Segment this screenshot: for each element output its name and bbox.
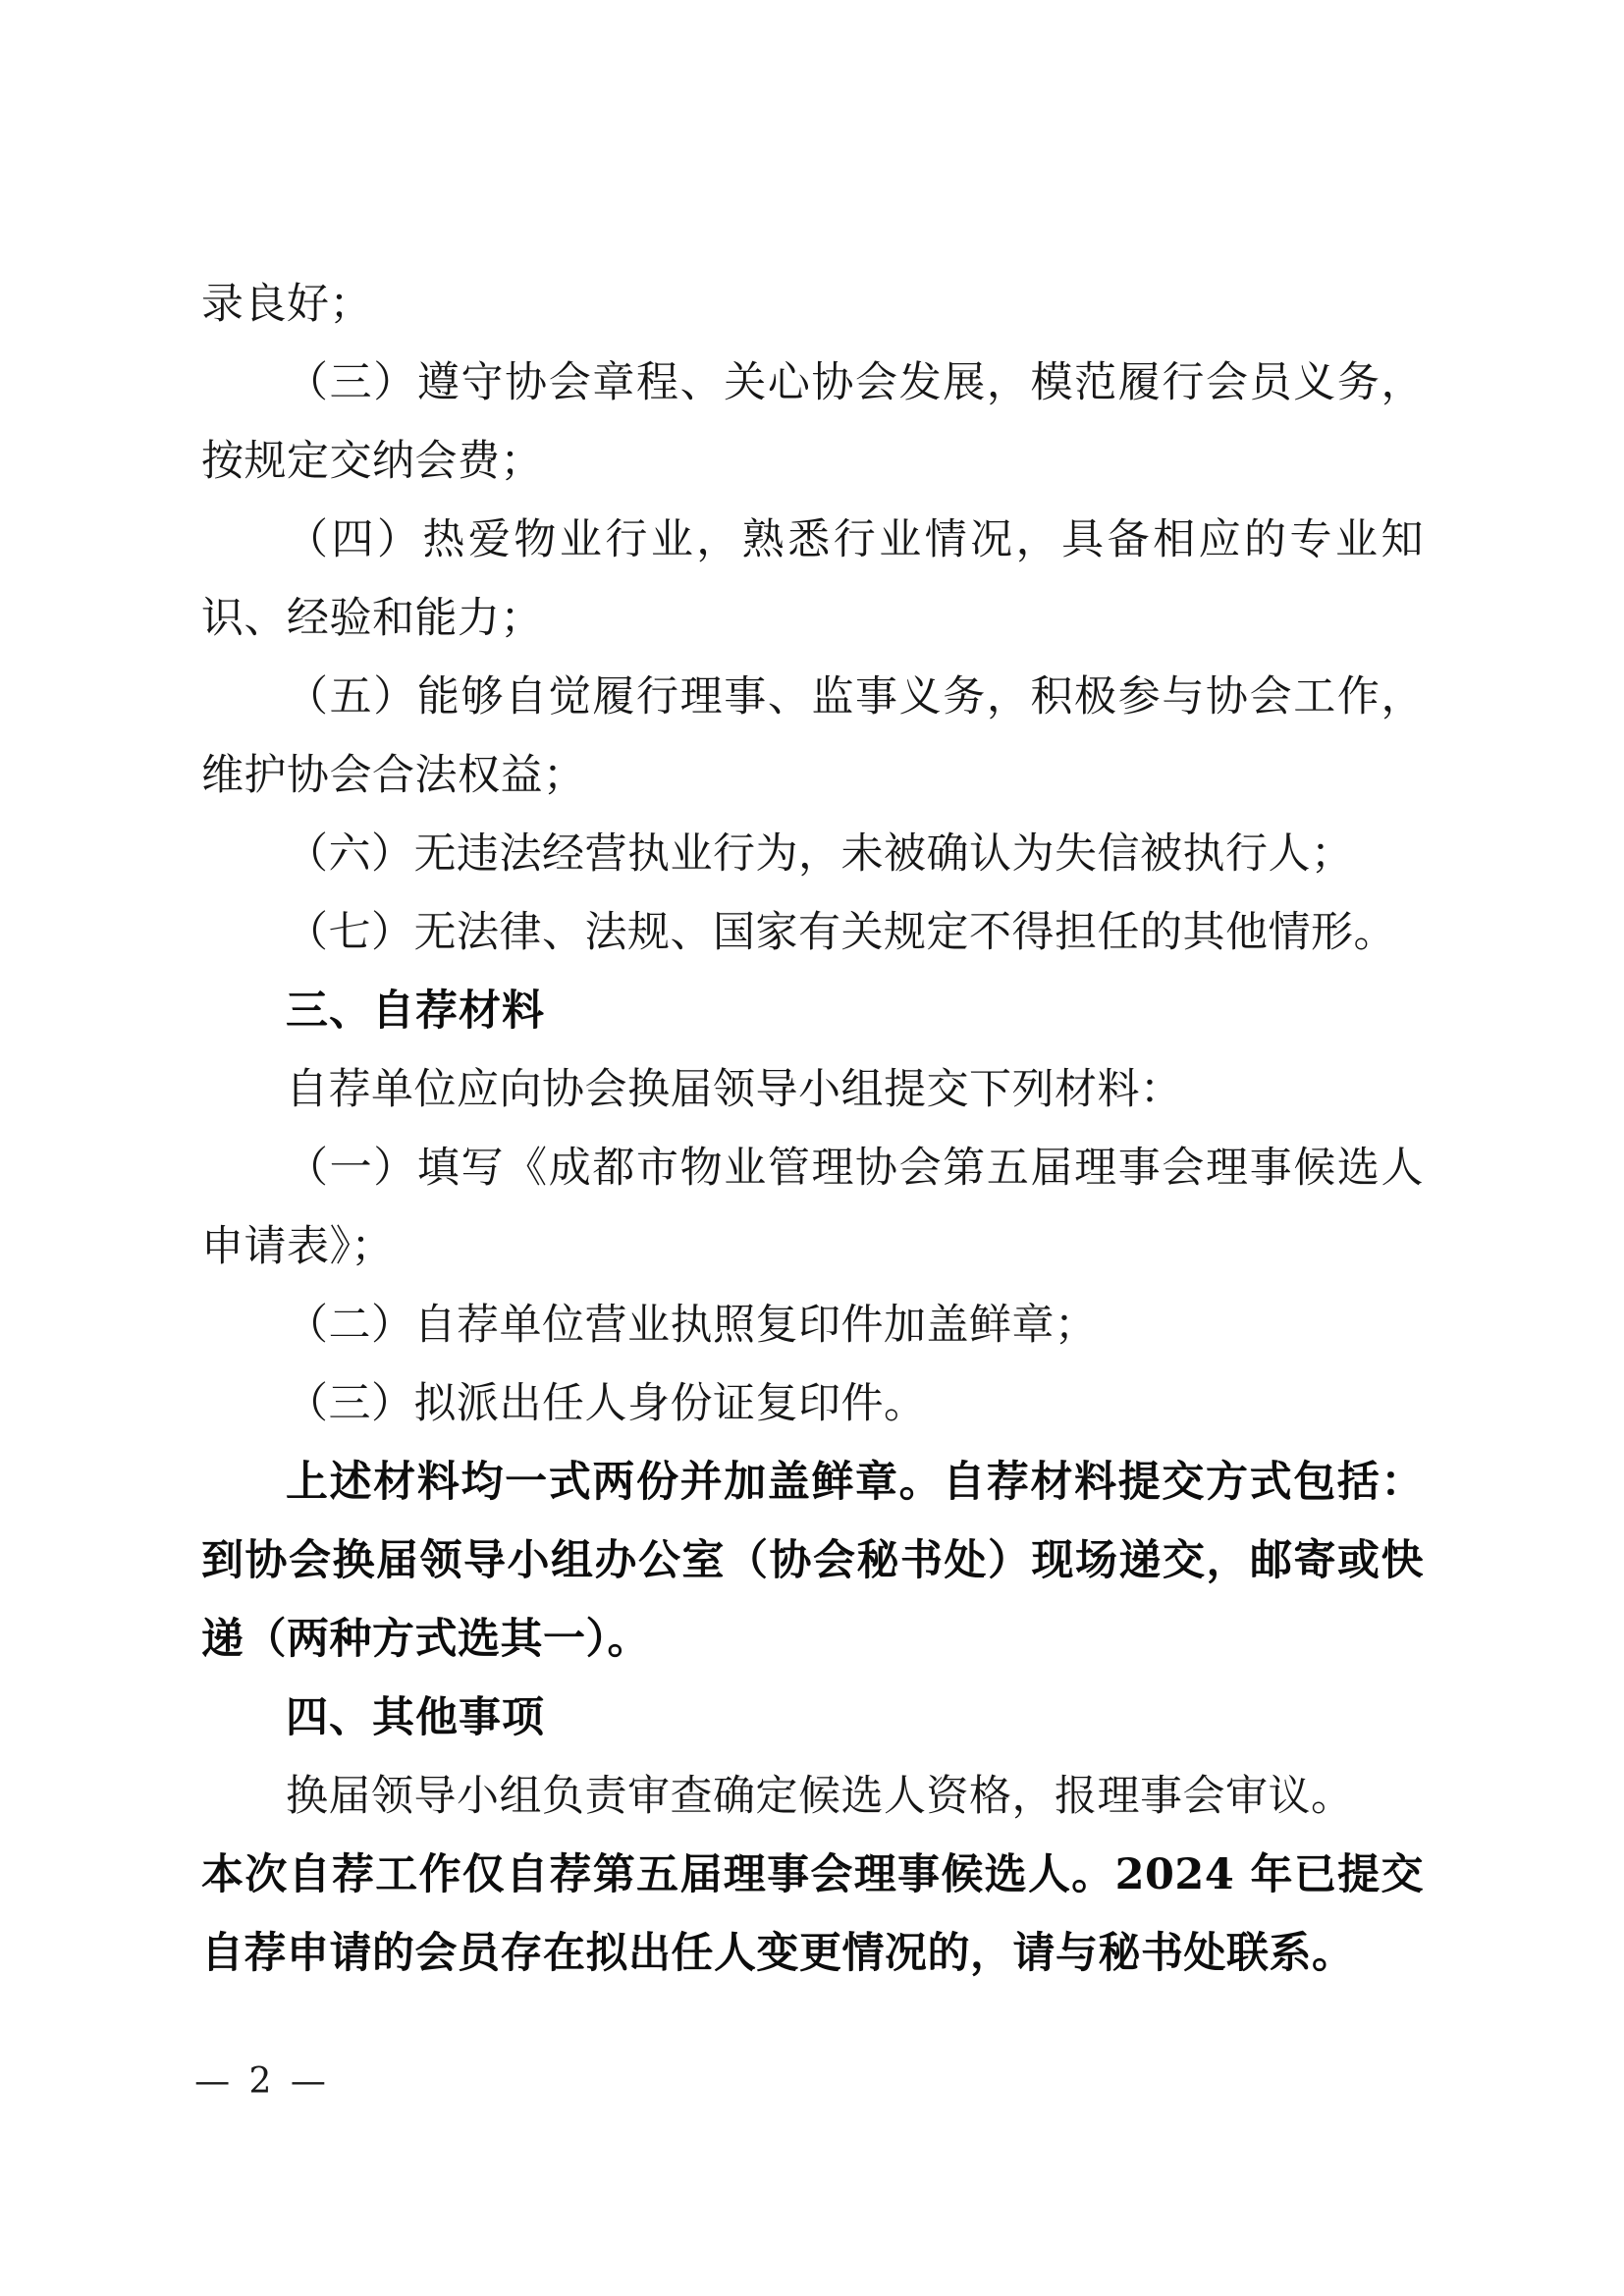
document-body — [201, 265, 1424, 1993]
paragraph-item-seven: （七）无法律、法规、国家有关规定不得担任的其他情形。 — [286, 908, 1396, 957]
section-heading-three: 三、自荐材料 — [286, 987, 545, 1036]
paragraph-other-matters-one: 换届领导小组负责审查确定候选人资格，报理事会审议。 — [286, 1772, 1354, 1821]
paragraph-item-three: （三）遵守协会章程、关心协会发展，模范履行会员义务，按规定交纳会费； — [201, 358, 1424, 486]
page-footer — [0, 2061, 1624, 2102]
paragraph-item-six: （六）无违法经营执业行为，未被确认为失信被执行人； — [286, 829, 1354, 879]
page-number: — 2 — — [194, 2061, 330, 2102]
paragraph-continuation: 录良好； — [201, 280, 372, 329]
paragraph-material-two: （二）自荐单位营业执照复印件加盖鲜章； — [286, 1301, 1098, 1350]
section-heading-four: 四、其他事项 — [286, 1693, 545, 1742]
paragraph-materials-intro: 自荐单位应向协会换届领导小组提交下列材料： — [286, 1065, 1183, 1114]
paragraph-material-three: （三）拟派出任人身份证复印件。 — [286, 1379, 927, 1428]
paragraph-submission-note: 上述材料均一式两份并加盖鲜章。自荐材料提交方式包括：到协会换届领导小组办公室（协会秘书处）现场递交，邮寄或快递（两种方式选其一）。 — [201, 1458, 1424, 1664]
paragraph-item-five: （五）能够自觉履行理事、监事义务，积极参与协会工作，维护协会合法权益； — [201, 672, 1424, 800]
paragraph-material-one: （一）填写《成都市物业管理协会第五届理事会理事候选人申请表》； — [201, 1144, 1424, 1271]
paragraph-item-four: （四）热爱物业行业，熟悉行业情况，具备相应的专业知识、经验和能力； — [201, 515, 1424, 643]
paragraph-other-matters-two: 本次自荐工作仅自荐第五届理事会理事候选人。2024 年已提交自荐申请的会员存在拟出任人变更情况的，请与秘书处联系。 — [201, 1850, 1424, 1978]
